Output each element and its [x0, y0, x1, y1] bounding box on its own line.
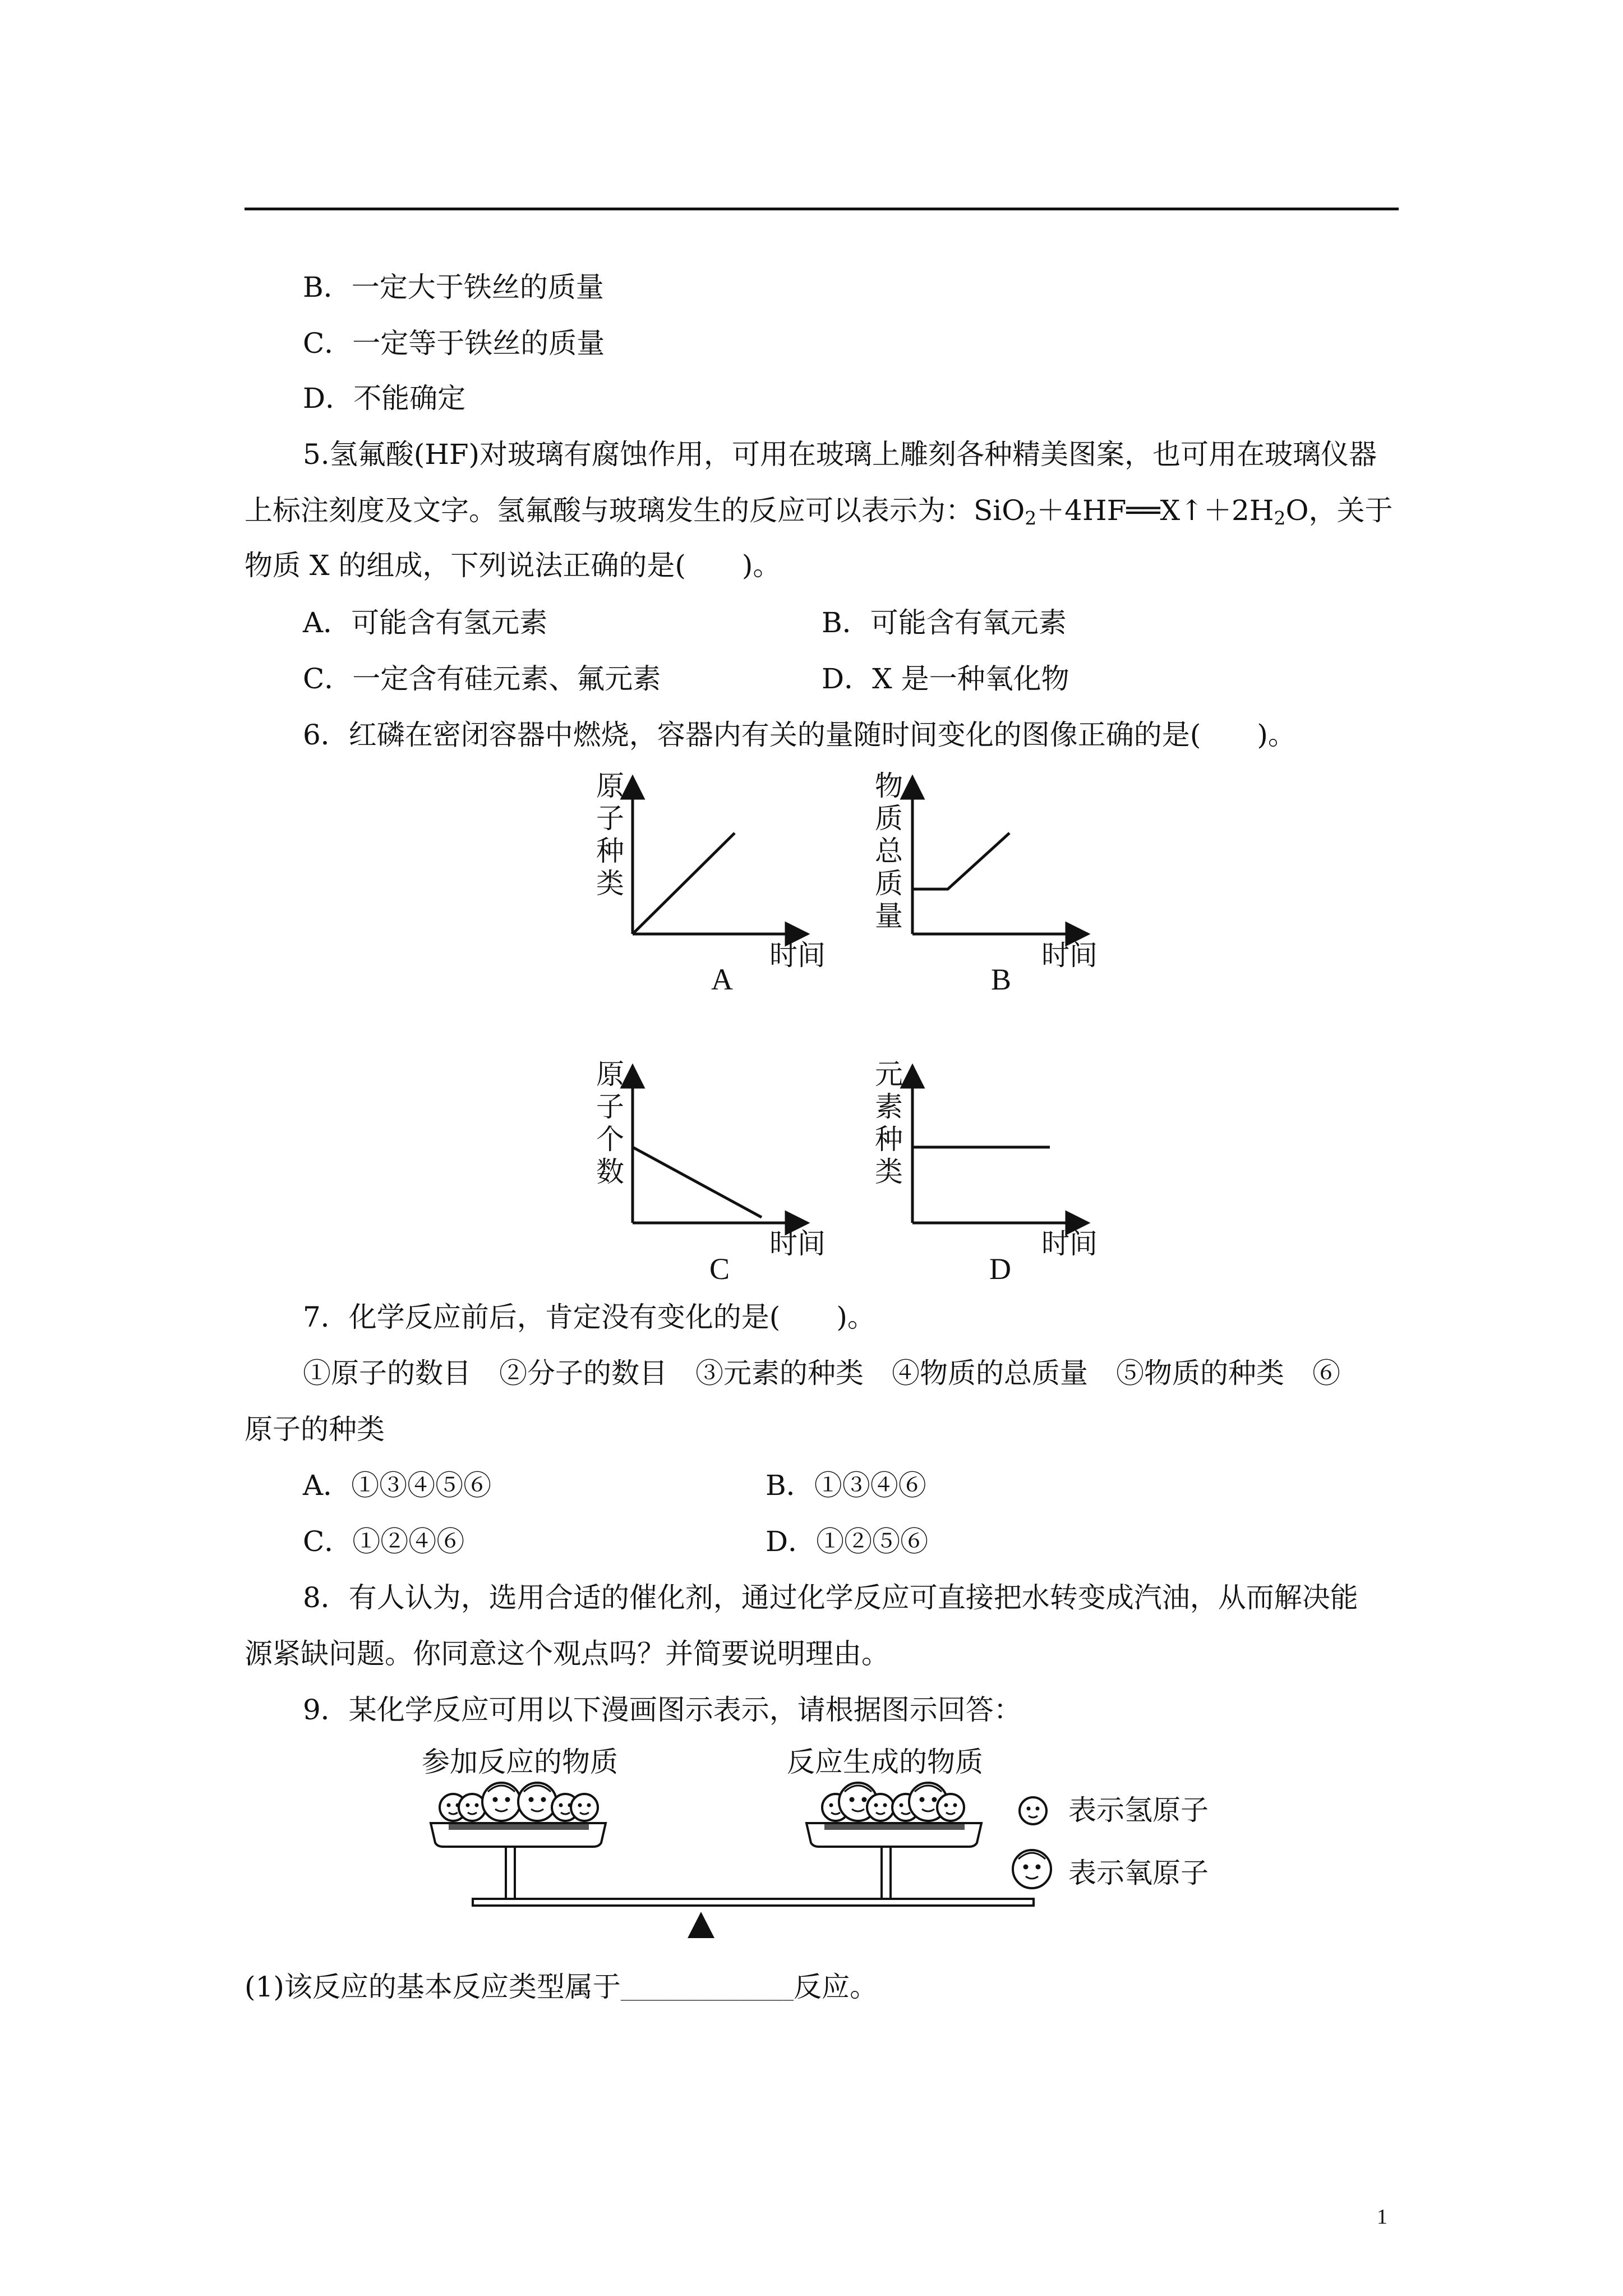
- q5-stem-line1: 5.氢氟酸(HF)对玻璃有腐蚀作用，可用在玻璃上雕刻各种精美图案，也可用在玻璃仪器: [303, 438, 1377, 471]
- q8-stem-line1: 8．有人认为，选用合适的催化剂，通过化学反应可直接把水转变成汽油，从而解决能: [303, 1581, 1358, 1614]
- right-molecules: [822, 1783, 964, 1821]
- q9-stem: 9．某化学反应可用以下漫画图示表示，请根据图示回答：: [303, 1694, 1022, 1726]
- q7-option-b: B．①③④⑥: [766, 1469, 926, 1502]
- graph-a-xlabel: 时间: [769, 939, 826, 972]
- q5-line2-post: O，关于: [1285, 494, 1393, 527]
- q5-stem-line3: 物质 X 的组成，下列说法正确的是( )。: [245, 549, 781, 582]
- graph-c-letter: C: [709, 1252, 730, 1286]
- graph-b-xlabel: 时间: [1041, 939, 1098, 972]
- q7-items-line2: 原子的种类: [245, 1413, 385, 1446]
- legend-oxygen-icon: [1013, 1850, 1051, 1888]
- q7-option-d: D．①②⑤⑥: [766, 1525, 929, 1558]
- q5-sio2-subscript: 2: [1025, 507, 1037, 529]
- q5-line2-mid: ＋4HF══X↑＋2H: [1036, 494, 1274, 527]
- q7-option-a: A．①③④⑤⑥: [303, 1469, 492, 1502]
- q8-stem-line2: 源紧缺问题。你同意这个观点吗？并简要说明理由。: [245, 1637, 889, 1670]
- q7-items-line1: ①原子的数目 ②分子的数目 ③元素的种类 ④物质的总质量 ⑤物质的种类 ⑥: [303, 1357, 1340, 1389]
- q4-option-d: D．不能确定: [303, 382, 466, 415]
- left-molecules: [440, 1783, 598, 1821]
- q5-h2o-subscript: 2: [1274, 507, 1286, 529]
- page-number: 1: [1377, 2205, 1387, 2229]
- graph-c-xlabel: 时间: [769, 1227, 826, 1260]
- q9-right-label: 反应生成的物质: [787, 1746, 983, 1778]
- q9-legend-hydrogen-label: 表示氢原子: [1068, 1794, 1209, 1826]
- q5-line2-pre: 上标注刻度及文字。氢氟酸与玻璃发生的反应可以表示为：SiO: [245, 494, 1025, 527]
- graph-d-xlabel: 时间: [1041, 1227, 1098, 1260]
- graph-b-ylabel: 物质总质量: [875, 770, 903, 932]
- q5-option-b: B．可能含有氧元素: [822, 606, 1067, 639]
- q5-option-c: C．一定含有硅元素、氟元素: [303, 662, 661, 695]
- graph-d-ylabel: 元素种类: [875, 1058, 903, 1188]
- q7-option-c: C．①②④⑥: [303, 1525, 465, 1558]
- left-pan: [431, 1823, 606, 1899]
- q9-left-label: 参加反应的物质: [422, 1746, 618, 1778]
- q9-subquestion-1: [245, 1970, 878, 2007]
- graph-b-letter: B: [991, 963, 1012, 996]
- q4-option-b: B．一定大于铁丝的质量: [303, 271, 604, 303]
- graph-a-letter: A: [711, 963, 733, 996]
- q7-stem: 7．化学反应前后，肯定没有变化的是( )。: [303, 1301, 875, 1333]
- legend-hydrogen-icon: [1020, 1797, 1046, 1824]
- graph-c-ylabel: 原子个数: [596, 1058, 624, 1188]
- fulcrum-triangle: [688, 1912, 714, 1938]
- graph-d-letter: D: [989, 1252, 1011, 1286]
- q5-option-a: A．可能含有氢元素: [303, 606, 548, 639]
- q9-sub1-text: (1)该反应的基本反应类型属于: [245, 1971, 621, 2003]
- balance-beam: [473, 1899, 1034, 1938]
- q9-sub1-suffix: 反应。: [794, 1971, 878, 2003]
- q5-option-d: D．X 是一种氧化物: [822, 662, 1069, 695]
- q4-option-c: C．一定等于铁丝的质量: [303, 327, 605, 360]
- right-pan: [806, 1823, 981, 1899]
- q9-legend-oxygen-label: 表示氧原子: [1068, 1857, 1209, 1889]
- graph-a-ylabel: 原子种类: [596, 770, 624, 900]
- q6-stem: 6．红磷在密闭容器中燃烧，容器内有关的量随时间变化的图像正确的是( )。: [303, 719, 1296, 751]
- q9-sub1-answer-blank: ________________: [620, 1980, 794, 2001]
